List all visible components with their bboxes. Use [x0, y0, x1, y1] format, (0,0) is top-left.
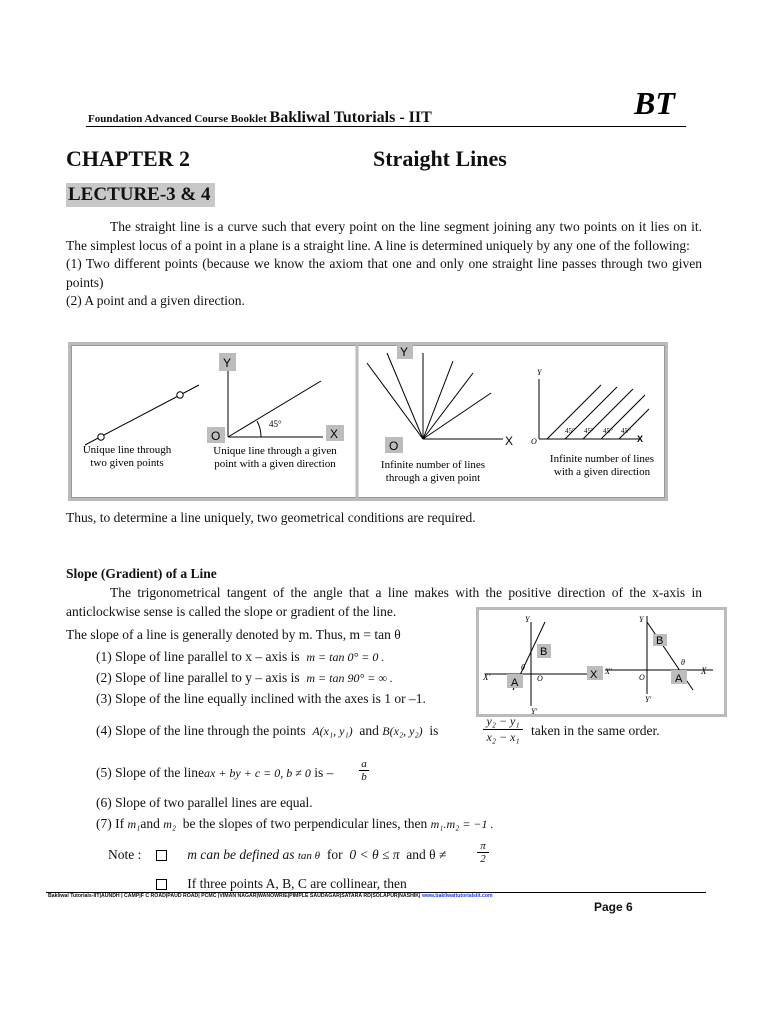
svg-text:O: O	[531, 437, 537, 446]
svg-text:Y: Y	[400, 345, 409, 359]
fig-caption-3b: through a given point	[385, 472, 481, 484]
slope-item-6: (6) Slope of two parallel lines are equal.	[96, 795, 313, 810]
institute-name: Bakliwal Tutorials - IIT	[269, 109, 432, 126]
slope-definition: The trigonometrical tangent of the angle that a line makes with the positive direction of the x-axis in anticlockwise sense is called the slope or gradient of the line.	[66, 585, 702, 619]
svg-text:B: B	[656, 635, 664, 647]
note-item-2: If three points A, B, C are collinear, then	[156, 875, 407, 893]
svg-text:Y: Y	[223, 356, 232, 370]
svg-text:X': X'	[605, 667, 612, 676]
svg-text:45°: 45°	[603, 427, 613, 435]
svg-text:θ: θ	[521, 663, 525, 672]
slope-item-5: (5) Slope of the lineax + by + c = 0, b ≠ 0 is –	[96, 765, 334, 780]
slope-fraction: y₂ − y₁ x₂ − x₁	[483, 714, 523, 745]
lines-figure	[68, 342, 668, 501]
bt-logo-icon	[632, 86, 688, 120]
header-divider	[86, 126, 686, 127]
slope-item-4: (4) Slope of the line through the points A(x₁, y₁) and B(x₂, y₂) is	[96, 723, 439, 738]
svg-text:X': X'	[483, 672, 491, 682]
svg-text:BT: BT	[634, 86, 675, 120]
svg-text:45°: 45°	[565, 427, 575, 435]
checkbox-icon	[156, 850, 167, 861]
slope-item-7: (7) If m₁and m₂ be the slopes of two perpendicular lines, then m₁.m₂ = −1 .	[96, 816, 494, 831]
svg-text:A: A	[675, 673, 683, 685]
intro-item-1: (1) Two different points (because we know the axiom that one and only one straight line passes through two given points)	[66, 256, 702, 290]
slope-figure	[476, 607, 727, 717]
fig-caption-1b: two given points	[90, 457, 164, 469]
intro-section	[66, 218, 702, 311]
fig-caption-2b: point with a given direction	[214, 458, 336, 470]
chapter-title: Straight Lines	[373, 146, 507, 171]
svg-text:45°: 45°	[269, 419, 282, 429]
booklet-header	[88, 109, 432, 127]
svg-text:O: O	[639, 673, 645, 682]
slope-heading: Slope (Gradient) of a Line	[66, 566, 217, 581]
svg-text:X: X	[330, 427, 339, 441]
website-link[interactable]: www.bakliwaltutorialsiit.com	[421, 893, 493, 899]
svg-text:X: X	[590, 669, 598, 681]
svg-text:O: O	[211, 429, 221, 443]
fig-caption-2a: Unique line through a given	[213, 445, 337, 457]
pi-over-2: π 2	[477, 840, 489, 865]
svg-text:A: A	[511, 677, 519, 689]
svg-text:O: O	[389, 439, 399, 453]
svg-text:Y': Y'	[645, 695, 652, 704]
svg-text:45°: 45°	[621, 427, 631, 435]
page-number: Page 6	[594, 900, 633, 914]
svg-text:45°: 45°	[584, 427, 594, 435]
svg-text:X: X	[637, 434, 644, 444]
intro-item-2: (2) A point and a given direction.	[66, 293, 245, 308]
fig-caption-4b: with a given direction	[553, 466, 651, 478]
slope-item-3: (3) Slope of the line equally inclined with the axes is 1 or –1.	[96, 691, 426, 706]
lecture-heading: LECTURE-3 & 4	[66, 183, 215, 207]
slope-item-5-fraction: a b	[359, 758, 369, 783]
svg-text:Y: Y	[537, 368, 542, 377]
checkbox-icon	[156, 879, 167, 890]
svg-text:B: B	[540, 646, 548, 658]
slope-item-4-end: taken in the same order.	[531, 723, 660, 738]
svg-text:O: O	[537, 674, 543, 683]
note-label: Note :	[108, 847, 142, 862]
slope-item-2: (2) Slope of line parallel to y – axis is m = tan 90° = ∞ .	[96, 670, 393, 685]
note-item-1: m can be defined as tan θ for 0 < θ ≤ π and θ ≠	[156, 846, 446, 865]
booklet-name: Foundation Advanced Course Booklet	[88, 113, 267, 125]
svg-text:Y: Y	[639, 615, 644, 624]
chapter-number: CHAPTER 2	[66, 146, 191, 171]
slope-item-1: (1) Slope of line parallel to x – axis is m = tan 0° = 0 .	[96, 649, 385, 664]
after-figure-text: Thus, to determine a line uniquely, two geometrical conditions are required.	[66, 510, 476, 525]
footer-branches: Bakliwal Tutorials-IIT|AUNDH | CAMP|F C ROAD|PAUD ROAD| PCMC |VIMAN NAGAR|WANOWRIE|PIMPLE SAUDAGAR|SATARA RD|SOLAPUR|NASHIK| www.bakliwaltutorialsiit.com	[48, 893, 493, 899]
svg-text:X: X	[701, 666, 707, 676]
svg-text:Y': Y'	[531, 707, 538, 714]
fig-caption-1a: Unique line through	[82, 444, 172, 456]
fig-caption-3a: Infinite number of lines	[380, 459, 486, 471]
fig-caption-4a: Infinite number of lines	[549, 453, 655, 465]
slope-notation: The slope of a line is generally denoted by m. Thus, m = tan θ	[66, 627, 401, 642]
svg-text:θ: θ	[681, 658, 685, 667]
intro-paragraph: The straight line is a curve such that every point on the line segment joining any two points on it lies on it. The simplest locus of a point in a plane is a straight line. A line is determined uniquely by any one of the following:	[66, 219, 702, 253]
svg-text:Y: Y	[525, 615, 530, 624]
svg-text:X: X	[505, 434, 514, 448]
